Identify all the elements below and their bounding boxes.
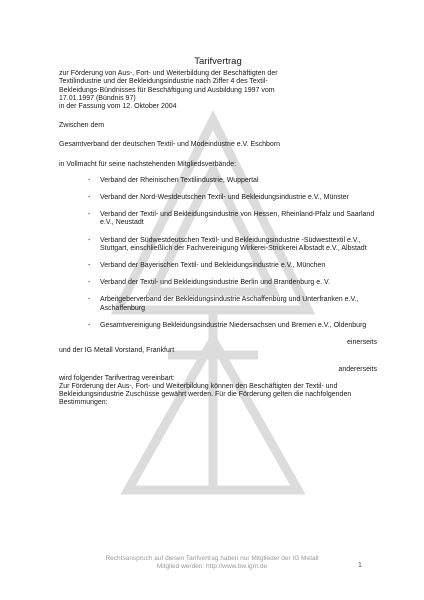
subtitle-line: zur Förderung von Aus-, Fort- und Weiterbildung der Beschäftigten der <box>59 70 278 78</box>
page-footer <box>60 555 364 571</box>
document-subtitle <box>59 70 377 111</box>
list-item <box>59 237 377 253</box>
list-item <box>59 262 377 270</box>
between-text: Zwischen dem <box>59 122 105 130</box>
association-name: Verband der Textil- und Bekleidungsindustrie von Hessen, Rheinland-Pfalz und Saarland e.V., Neustadt <box>100 211 375 227</box>
association-name: Verband der Textil- und Bekleidungsindustrie Berlin und Brandenburg e. V. <box>100 279 330 287</box>
association-name: Verband der Nord-Westdeutschen Textil- und Bekleidungsindustrie e.V., Münster <box>100 194 349 202</box>
association-name: Verband der Südwestdeutschen Textil- und Bekleidungsindustrie -Südwesttextil e.V., Stuttgart, einschließlich der Fachvereinigung Wirkerei-Strickerei Albstadt e.V., Albstadt <box>100 236 367 252</box>
subtitle-line: in der Fassung vom 12. Oktober 2004 <box>59 103 177 111</box>
list-item <box>59 194 377 202</box>
subtitle-line: Bekleidungs-Bündnisses für Beschäftigung und Ausbildung 1997 vom <box>59 86 275 94</box>
list-item <box>59 211 377 227</box>
list-dash: - <box>88 321 91 329</box>
document-title: Tarifvertrag <box>194 56 242 67</box>
list-item <box>59 296 377 312</box>
list-dash: - <box>88 194 91 202</box>
list-dash: - <box>88 279 91 287</box>
list-dash: - <box>88 262 91 270</box>
association-name: Verband der Bayerischen Textil- und Bekleidungsindustrie e.V., München <box>100 262 326 270</box>
list-dash: - <box>88 236 91 244</box>
einerseits-text: einerseits <box>347 339 377 347</box>
list-item <box>59 322 377 330</box>
association-name: Arbeitgeberverband der Bekleidungsindustrie Aschaffenburg und Unterfranken e.V., Aschaffenburg <box>100 296 359 312</box>
list-item <box>59 177 377 185</box>
footer-text: Rechtsanspruch auf diesen Tarifvertrag haben nur Mitglieder der IG Metall <box>105 555 319 562</box>
document-body <box>59 58 377 407</box>
subtitle-line: 17.01.1997 (Bündnis 97) <box>59 94 136 102</box>
andererseits-text: andererseits <box>338 366 377 374</box>
party-one: Gesamtverband der deutschen Textil- und Modeindustrie e.V. Eschborn <box>59 141 281 149</box>
member-association-list <box>59 177 377 330</box>
agreement-intro: wird folgender Tarifvertrag vereinbart: <box>59 374 175 382</box>
vollmacht-text: in Vollmacht für seine nachstehenden Mitgliedsverbände: <box>59 160 237 168</box>
association-name: Verband der Rheinischen Textilindustrie, Wuppertal <box>100 176 259 184</box>
list-item <box>59 279 377 287</box>
association-name: Gesamtvereinigung Bekleidungsindustrie Niedersachsen und Bremen e.V., Oldenburg <box>100 321 367 329</box>
list-dash: - <box>88 176 91 184</box>
party-two: und der IG Metall Vorstand, Frankfurt <box>59 347 175 355</box>
agreement-body: Zur Förderung der Aus-, Fort- und Weiterbildung können den Beschäftigten der Textil- und Bekleidungsindustrie Zuschüsse gewährt werden. Für die Förderung gelten die nachfolgenden Bestimmungen: <box>59 382 352 407</box>
list-dash: - <box>88 211 91 219</box>
footer-link[interactable]: Mitglied werden: http://www.bw.igm.de <box>156 563 268 570</box>
page-number: 1 <box>358 562 362 569</box>
list-dash: - <box>88 296 91 304</box>
subtitle-line: Textilindustrie und der Bekleidungsindustrie nach Ziffer 4 des Textil- <box>59 78 268 86</box>
